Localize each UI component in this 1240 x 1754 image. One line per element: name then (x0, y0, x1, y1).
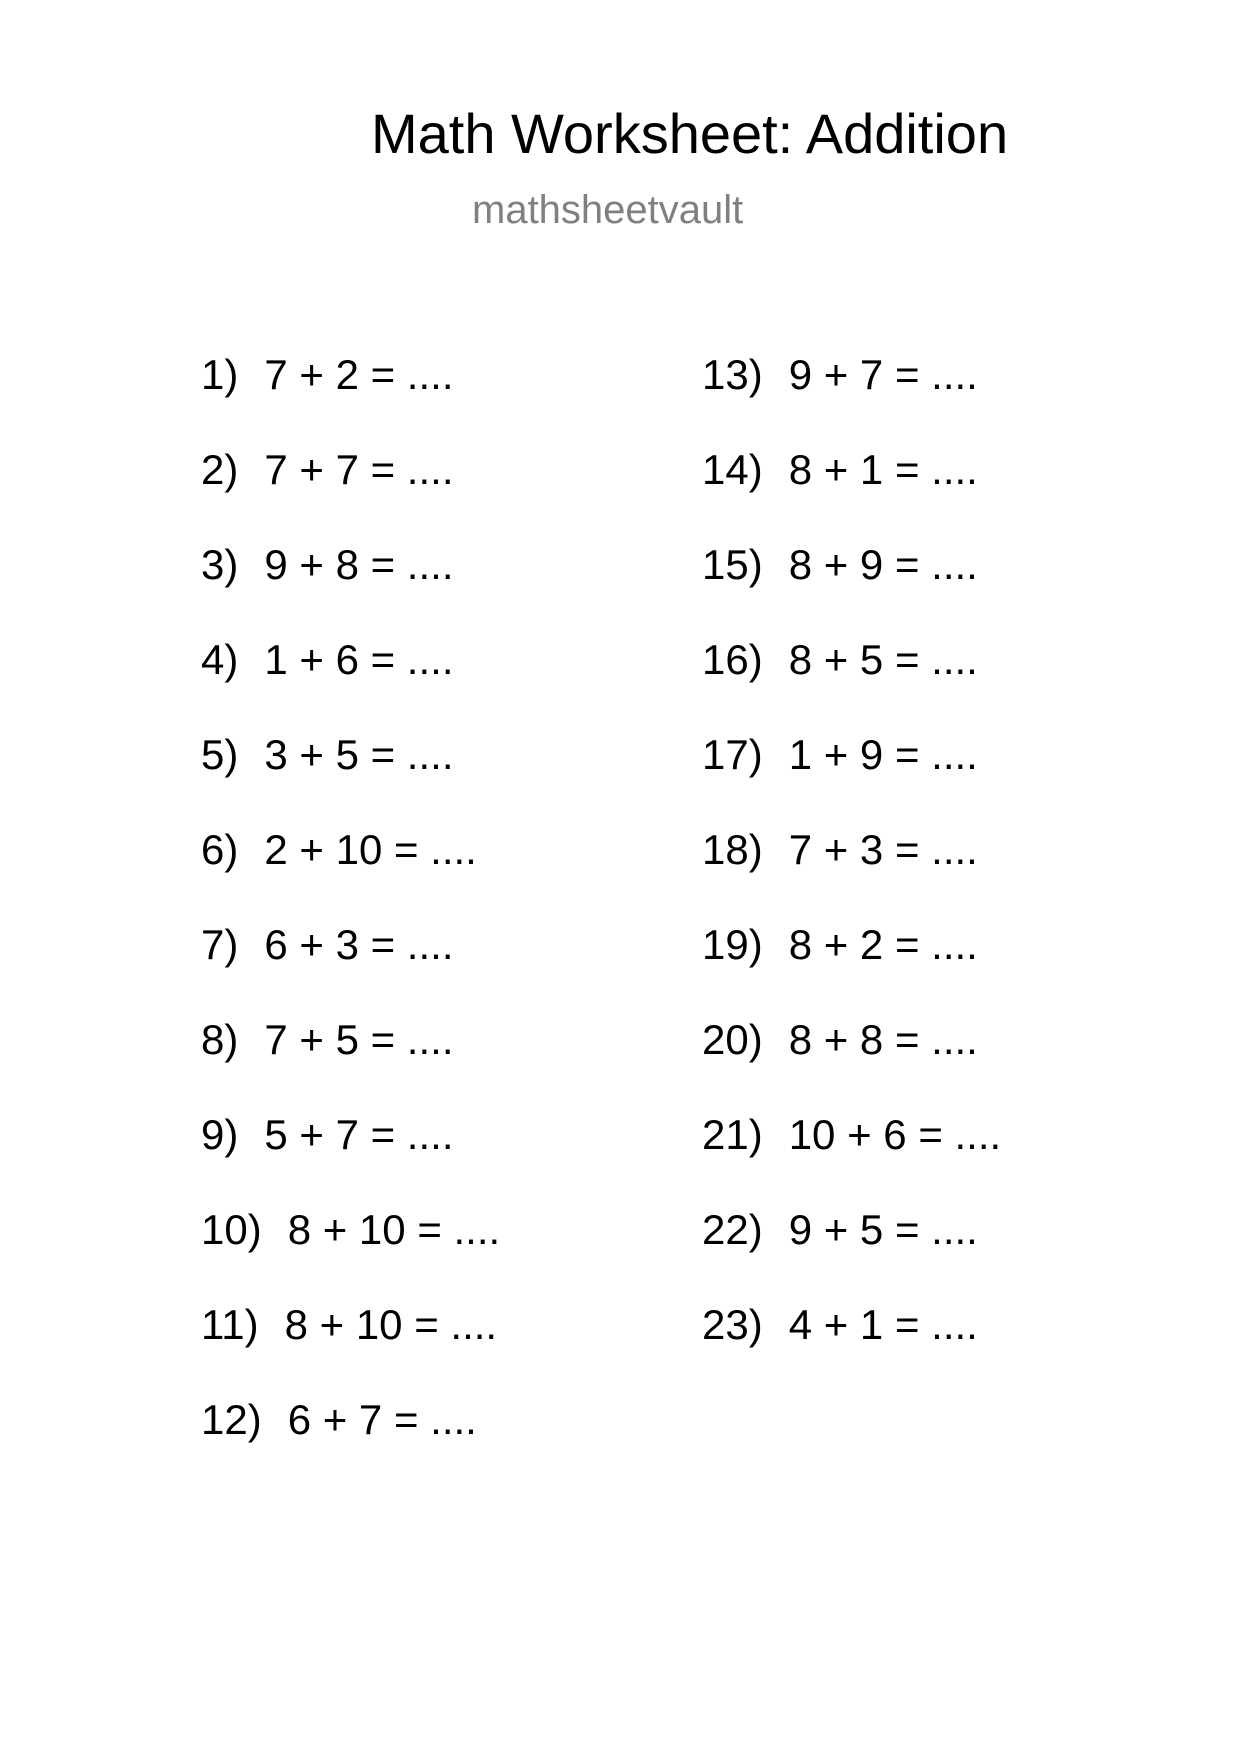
problem-item (702, 634, 1001, 729)
problem-item (201, 919, 500, 1014)
problem-number: 20) (702, 1016, 763, 1063)
problem-expression: 1 + 6 = .... (264, 636, 454, 683)
problem-number: 14) (702, 446, 763, 493)
problem-item (201, 824, 500, 919)
problem-expression: 9 + 8 = .... (264, 541, 454, 588)
problem-expression: 2 + 10 = .... (264, 826, 477, 873)
problem-item (702, 919, 1001, 1014)
problem-number: 15) (702, 541, 763, 588)
problem-item (702, 539, 1001, 634)
problem-expression: 5 + 7 = .... (264, 1111, 454, 1158)
problem-expression: 8 + 5 = .... (788, 636, 978, 683)
problem-expression: 3 + 5 = .... (264, 731, 454, 778)
problem-item (201, 1299, 500, 1394)
problem-item (702, 729, 1001, 824)
problem-expression: 7 + 2 = .... (264, 351, 454, 398)
problem-expression: 7 + 5 = .... (264, 1016, 454, 1063)
problem-expression: 8 + 9 = .... (788, 541, 978, 588)
source-label: mathsheetvault (472, 188, 744, 232)
problem-expression: 9 + 5 = .... (788, 1206, 978, 1253)
problem-expression: 7 + 7 = .... (264, 446, 454, 493)
problem-item (201, 444, 500, 539)
problem-expression: 7 + 3 = .... (788, 826, 978, 873)
problem-item (702, 1014, 1001, 1109)
problem-expression: 8 + 10 = .... (287, 1206, 501, 1253)
problem-expression: 10 + 6 = .... (788, 1111, 1002, 1158)
problem-expression: 6 + 7 = .... (287, 1396, 477, 1443)
problem-item (702, 444, 1001, 539)
problem-number: 9) (201, 1111, 239, 1158)
problem-number: 7) (201, 921, 239, 968)
problem-number: 21) (702, 1111, 763, 1158)
problem-item (702, 1299, 1001, 1394)
problem-expression: 4 + 1 = .... (788, 1301, 978, 1348)
page-title: Math Worksheet: Addition (371, 102, 1009, 165)
problem-number: 6) (201, 826, 239, 873)
problem-expression: 1 + 9 = .... (788, 731, 978, 778)
problem-number: 1) (201, 351, 239, 398)
problem-expression: 6 + 3 = .... (264, 921, 454, 968)
problem-item (201, 1204, 500, 1299)
problem-number: 13) (702, 351, 763, 398)
problem-number: 17) (702, 731, 763, 778)
problem-item (702, 1204, 1001, 1299)
problem-expression: 9 + 7 = .... (788, 351, 978, 398)
problem-number: 22) (702, 1206, 763, 1253)
problem-number: 3) (201, 541, 239, 588)
problem-expression: 8 + 8 = .... (788, 1016, 978, 1063)
problem-number: 23) (702, 1301, 763, 1348)
problem-number: 19) (702, 921, 763, 968)
problem-item (201, 634, 500, 729)
problem-number: 16) (702, 636, 763, 683)
problem-number: 4) (201, 636, 239, 683)
problem-number: 10) (201, 1206, 262, 1253)
problem-list-left (201, 349, 500, 1489)
problem-number: 8) (201, 1016, 239, 1063)
problem-item (201, 539, 500, 634)
problem-number: 2) (201, 446, 239, 493)
problem-expression: 8 + 10 = .... (284, 1301, 498, 1348)
problem-item (201, 1394, 500, 1489)
problem-item (702, 1109, 1001, 1204)
problem-item (201, 1109, 500, 1204)
problem-number: 11) (201, 1301, 259, 1348)
problem-number: 12) (201, 1396, 262, 1443)
problem-item (201, 1014, 500, 1109)
problem-expression: 8 + 1 = .... (788, 446, 978, 493)
problem-list-right (702, 349, 1001, 1394)
problem-expression: 8 + 2 = .... (788, 921, 978, 968)
problem-item (201, 349, 500, 444)
problem-item (201, 729, 500, 824)
problem-number: 18) (702, 826, 763, 873)
problem-item (702, 349, 1001, 444)
problem-number: 5) (201, 731, 239, 778)
problem-item (702, 824, 1001, 919)
